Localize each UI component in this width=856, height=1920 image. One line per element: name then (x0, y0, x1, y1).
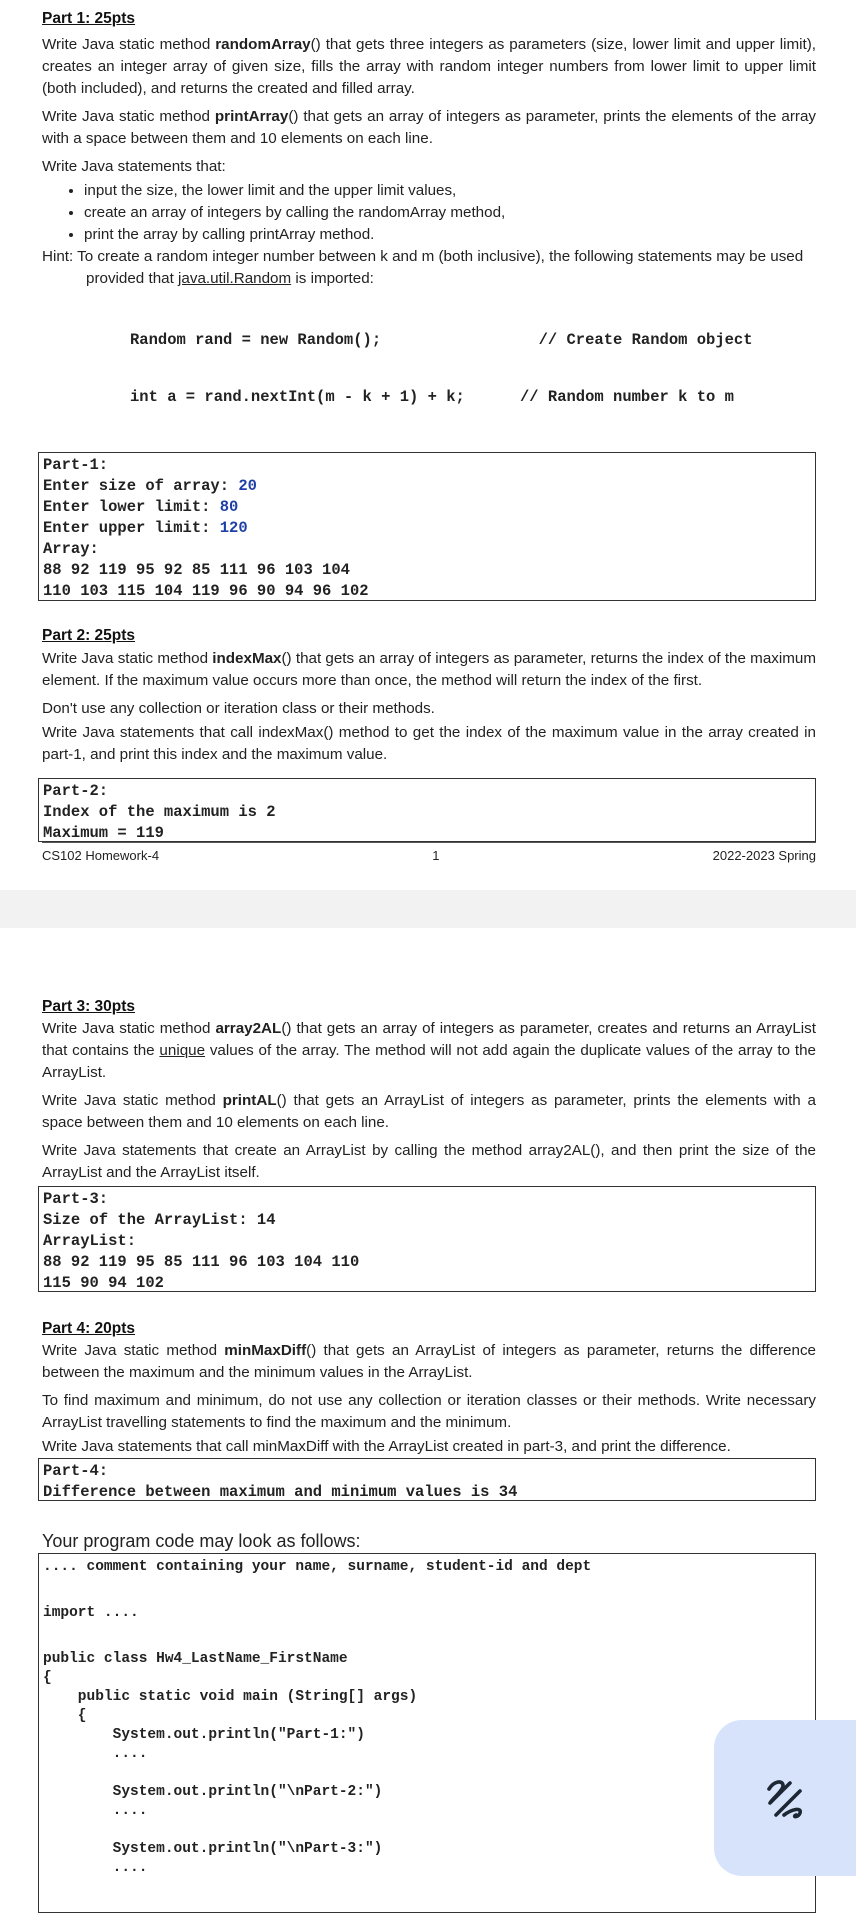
hint-code-block (130, 294, 816, 444)
code-line (43, 1585, 815, 1604)
document-page-1 (0, 0, 856, 890)
code-comment: // Create Random object (520, 331, 753, 349)
output-line: Difference between maximum and minimum values is 34 (43, 1483, 518, 1501)
list-item: • input the size, the lower limit and the upper limit values, (84, 180, 816, 202)
list-item: • create an array of integers by calling the randomArray method, (84, 202, 816, 224)
part4-heading: Part 4: 20pts (42, 1320, 136, 1337)
part3-sample-output (38, 1186, 816, 1292)
part2-paragraph-1: Write Java static method indexMax() that gets an array of integers as parameter, returns the index of the maximum element. If the maximum value occurs more than once, the method will return the index of the first. (42, 650, 817, 689)
part1-paragraph-1: Write Java static method randomArray() that gets three integers as parameters (size, lower limit and upper limit), creates an integer array of given size, fills the array with random integer numbers from lower limit to upper limit (both included), and returns the created and filled array. (42, 36, 816, 97)
hint-text: Hint: To create a random integer number between k and m (both inclusive), the following statements may be used provided that java.util.Random is imported: (42, 248, 804, 287)
part3-paragraph-1: Write Java static method array2AL() that gets an array of integers as parameter, creates and returns an ArrayList that contains the unique values of the array. The method will not add again the duplicate values of the array to the ArrayList. (42, 1020, 817, 1081)
output-line: ArrayList: (43, 1232, 137, 1250)
code-line: { (43, 1708, 87, 1724)
code-line: .... (43, 1860, 148, 1876)
part1-heading: Part 1: 25pts (42, 10, 136, 27)
output-line: Enter upper limit: 120 (43, 519, 248, 537)
part1-sample-output (38, 452, 816, 601)
code-line: System.out.println("\nPart-3:") (43, 1841, 383, 1857)
footer-course: CS102 Homework-4 (42, 848, 160, 863)
code-line: .... (43, 1746, 148, 1762)
part4-paragraph-2: To find maximum and minimum, do not use any collection or iteration classes or their methods. Write necessary ArrayList travelling statements to find the maximum and the minimum. (42, 1392, 816, 1431)
footer-term: 2022-2023 Spring (712, 848, 816, 863)
output-line: Array: (43, 540, 99, 558)
code-line: System.out.println("Part-1:") (43, 1727, 365, 1743)
output-line: Size of the ArrayList: 14 (43, 1211, 276, 1229)
code-statement: int a = rand.nextInt(m - k + 1) + k; (130, 388, 465, 406)
part2-paragraph-2: Don't use any collection or iteration class or their methods. (42, 700, 435, 717)
code-line: public class Hw4_LastName_FirstName (43, 1651, 348, 1667)
code-template-block (38, 1553, 816, 1913)
code-line: { (43, 1670, 52, 1686)
part1-bullet-list (42, 180, 816, 246)
code-line: System.out.println("\nPart-2:") (43, 1784, 383, 1800)
output-line: Index of the maximum is 2 (43, 803, 276, 821)
code-line: import .... (43, 1605, 139, 1621)
output-line: 88 92 119 95 92 85 111 96 103 104 (43, 561, 350, 579)
output-line: Part-3: (43, 1190, 109, 1208)
list-item: • print the array by calling printArray method. (84, 224, 816, 246)
code-line: .... (43, 1803, 148, 1819)
part3-paragraph-3: Write Java statements that create an ArrayList by calling the method array2AL(), and then print the size of the ArrayList and the ArrayList itself. (42, 1142, 816, 1181)
part3-heading: Part 3: 30pts (42, 998, 136, 1015)
part2-sample-output (38, 778, 816, 842)
edit-fab-button[interactable] (714, 1720, 856, 1876)
output-line: Maximum = 119 (43, 824, 164, 842)
output-line: 115 90 94 102 (43, 1274, 164, 1292)
code-line: .... comment containing your name, surname, student-id and dept (43, 1559, 592, 1575)
part2-paragraph-3: Write Java statements that call indexMax() method to get the index of the maximum value in the array created in part-1, and print this index and the maximum value. (42, 724, 816, 763)
output-line: Part-1: (43, 456, 109, 474)
footer-page-number: 1 (432, 848, 440, 863)
output-line: Part-2: (43, 782, 109, 800)
code-comment: // Random number k to m (520, 388, 734, 406)
part4-sample-output (38, 1458, 816, 1501)
footer-divider (42, 842, 816, 843)
part3-paragraph-2: Write Java static method printAL() that gets an ArrayList of integers as parameter, prints the elements with a space between them and 10 elements on each line. (42, 1092, 816, 1131)
code-line: public static void main (String[] args) (43, 1689, 418, 1705)
output-line: 88 92 119 95 85 111 96 103 104 110 (43, 1253, 360, 1271)
part1-paragraph-2: Write Java static method printArray() that gets an array of integers as parameter, prints the elements of the array with a space between them and 10 elements on each line. (42, 108, 816, 147)
output-line: Enter lower limit: 80 (43, 498, 239, 516)
part4-paragraph-1: Write Java static method minMaxDiff() that gets an ArrayList of integers as parameter, returns the difference between the maximum and the minimum values in the ArrayList. (42, 1342, 816, 1381)
output-line: 110 103 115 104 119 96 90 94 96 102 (43, 582, 369, 600)
code-line (43, 1821, 815, 1840)
java-util-random-link[interactable]: java.util.Random (178, 270, 292, 287)
part2-heading: Part 2: 25pts (42, 627, 136, 644)
part1-paragraph-3: Write Java statements that: (42, 158, 226, 175)
output-line: Part-4: (43, 1462, 109, 1480)
code-statement: Random rand = new Random(); (130, 331, 382, 349)
page-footer (42, 848, 816, 863)
edit-pen-icon (762, 1775, 808, 1821)
code-line (43, 1631, 815, 1650)
code-line (43, 1764, 815, 1783)
part4-paragraph-3: Write Java statements that call minMaxDiff with the ArrayList created in part-3, and print the difference. (42, 1438, 731, 1455)
code-template-intro: Your program code may look as follows: (42, 1531, 361, 1551)
output-line: Enter size of array: 20 (43, 477, 257, 495)
